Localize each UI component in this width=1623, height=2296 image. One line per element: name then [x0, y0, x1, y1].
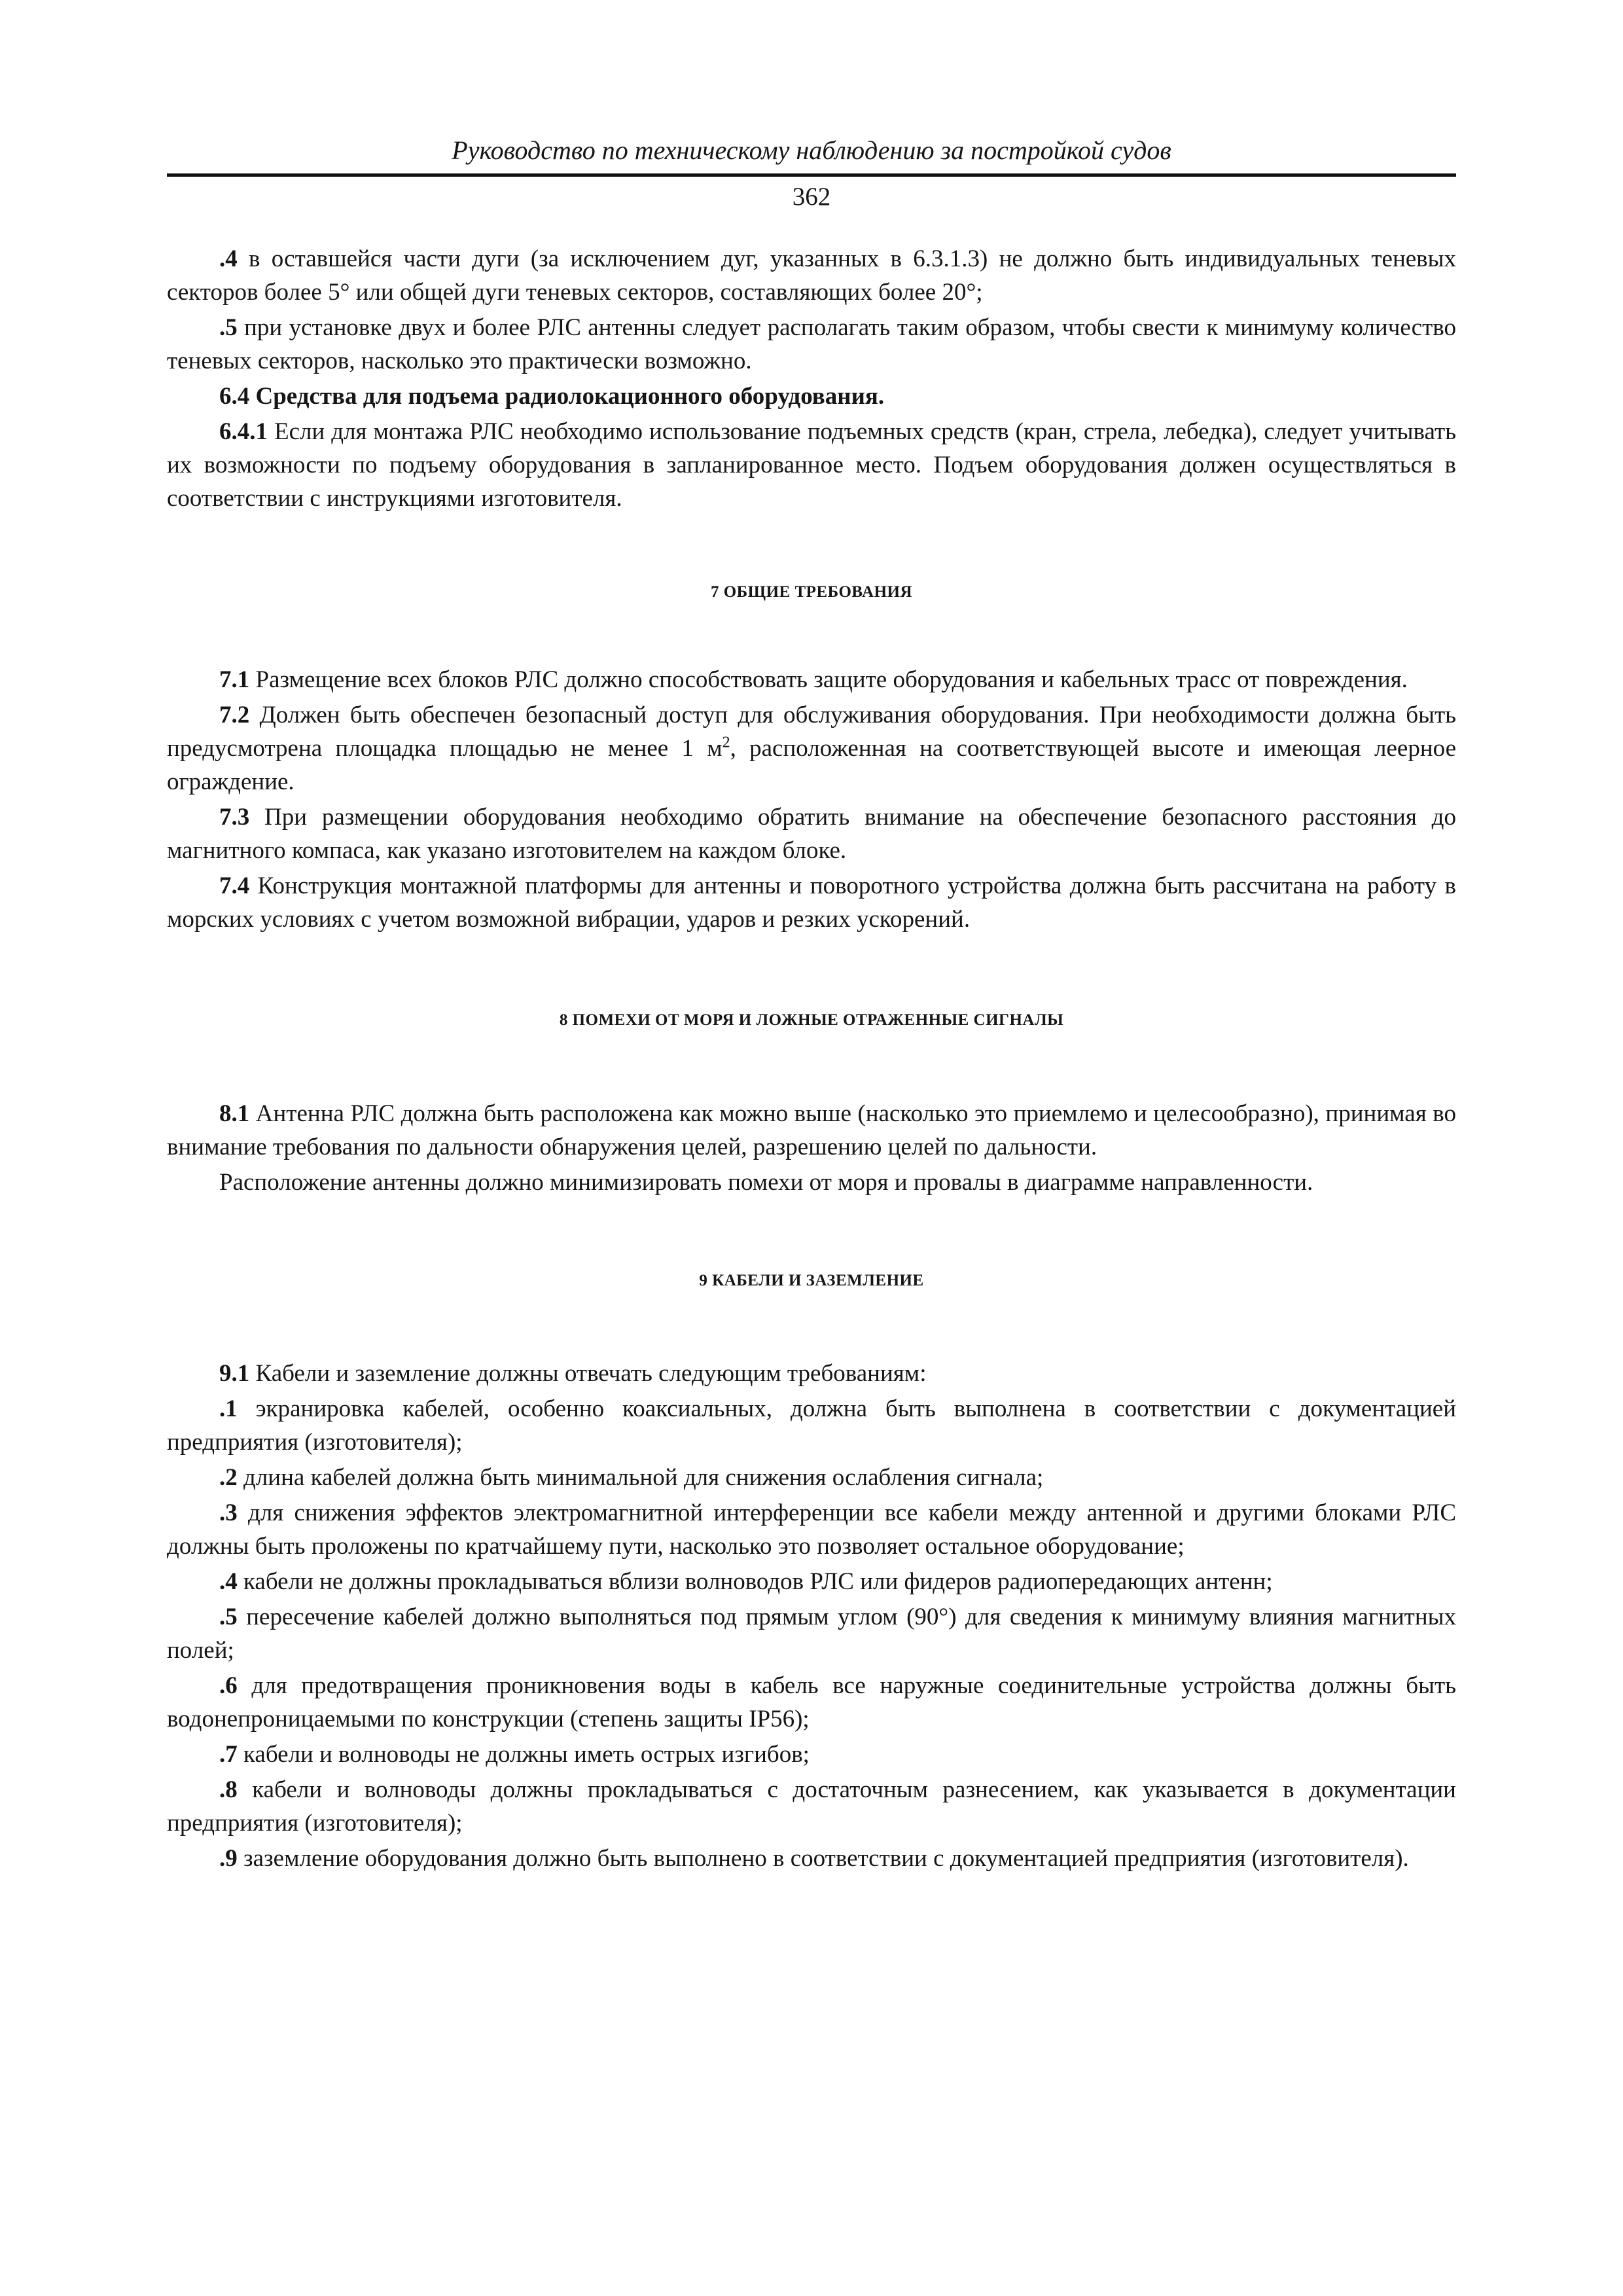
list-item: .3 для снижения эффектов электромагнитной интерференции все кабели между антенной и другими блоками РЛС должны быть проложены по кратчайшему пути, насколько это позволяет остальное оборудование;: [167, 1499, 1456, 1560]
section-heading: 8 ПОМЕХИ ОТ МОРЯ И ЛОЖНЫЕ ОТРАЖЕННЫЕ СИГНАЛЫ: [559, 1011, 1064, 1029]
paragraph: 6.4.1 Если для монтажа РЛС необходимо использование подъемных средств (кран, стрела, лебедка), следует учитывать их возможности по подъему оборудования в запланированное место. Подъем оборудования должен осуществляться в соответствии с инструкциями изготовителя.: [167, 418, 1456, 512]
list-item: .7 кабели и волноводы не должны иметь острых изгибов;: [219, 1741, 810, 1768]
section-heading: 9 КАБЕЛИ И ЗАЗЕМЛЕНИЕ: [699, 1272, 924, 1289]
paragraph: 7.2 Должен быть обеспечен безопасный доступ для обслуживания оборудования. При необходимости должна быть предусмотрена площадка площадью не менее 1 $м^2$, расположенная на соответствующей высоте и имеющая леерное ограждение.: [167, 702, 1456, 795]
paragraph: 8.1 Антенна РЛС должна быть расположена как можно выше (насколько это приемлемо и целесообразно), принимая во внимание требования по дальности обнаружения целей, разрешению целей по дальности.: [167, 1100, 1456, 1160]
list-item: .4 в оставшейся части дуги (за исключением дуг, указанных в 6.3.1.3) не должно быть индивидуальных теневых секторов более 5° или общей дуги теневых секторов, составляющих более 20°;: [167, 245, 1456, 306]
document-page: [167, 134, 1456, 1875]
list-item: .2 длина кабелей должна быть минимальной для снижения ослабления сигнала;: [219, 1464, 1044, 1491]
list-item: .9 заземление оборудования должно быть выполнено в соответствии с документацией предприятия (изготовителя).: [219, 1845, 1409, 1872]
list-item: .1 экранировка кабелей, особенно коаксиальных, должна быть выполнена в соответствии с документацией предприятия (изготовителя);: [167, 1395, 1456, 1456]
running-title: Руководство по техническому наблюдению за постройкой судов: [452, 135, 1171, 165]
paragraph: 7.1 Размещение всех блоков РЛС должно способствовать защите оборудования и кабельных трасс от повреждения.: [219, 666, 1408, 693]
list-item: .6 для предотвращения проникновения воды в кабель все наружные соединительные устройства должны быть водонепроницаемыми по конструкции (степень защиты IP56);: [167, 1672, 1456, 1732]
paragraph: 7.3 При размещении оборудования необходимо обратить внимание на обеспечение безопасного расстояния до магнитного компаса, как указано изготовителем на каждом блоке.: [167, 804, 1456, 864]
list-item: .5 при установке двух и более РЛС антенны следует располагать таким образом, чтобы свести к минимуму количество теневых секторов, насколько это практически возможно.: [167, 314, 1456, 374]
subsection-heading: 6.4 Средства для подъема радиолокационного оборудования.: [219, 383, 885, 410]
paragraph: 9.1 Кабели и заземление должны отвечать следующим требованиям:: [219, 1360, 927, 1387]
section-heading: 7 ОБЩИЕ ТРЕБОВАНИЯ: [710, 583, 913, 601]
list-item: .5 пересечение кабелей должно выполняться под прямым углом (90°) для сведения к минимуму влияния магнитных полей;: [167, 1604, 1456, 1664]
paragraph: 7.4 Конструкция монтажной платформы для антенны и поворотного устройства должна быть рассчитана на работу в морских условиях с учетом возможной вибрации, ударов и резких ускорений.: [167, 872, 1456, 933]
list-item: .8 кабели и волноводы должны прокладываться с достаточным разнесением, как указывается в документации предприятия (изготовителя);: [167, 1776, 1456, 1837]
header-rule: [167, 173, 1456, 177]
paragraph: Расположение антенны должно минимизировать помехи от моря и провалы в диаграмме направленности.: [219, 1169, 1313, 1196]
list-item: .4 кабели не должны прокладываться вблизи волноводов РЛС или фидеров радиопередающих антенн;: [219, 1568, 1273, 1595]
page-number: 362: [792, 183, 831, 211]
